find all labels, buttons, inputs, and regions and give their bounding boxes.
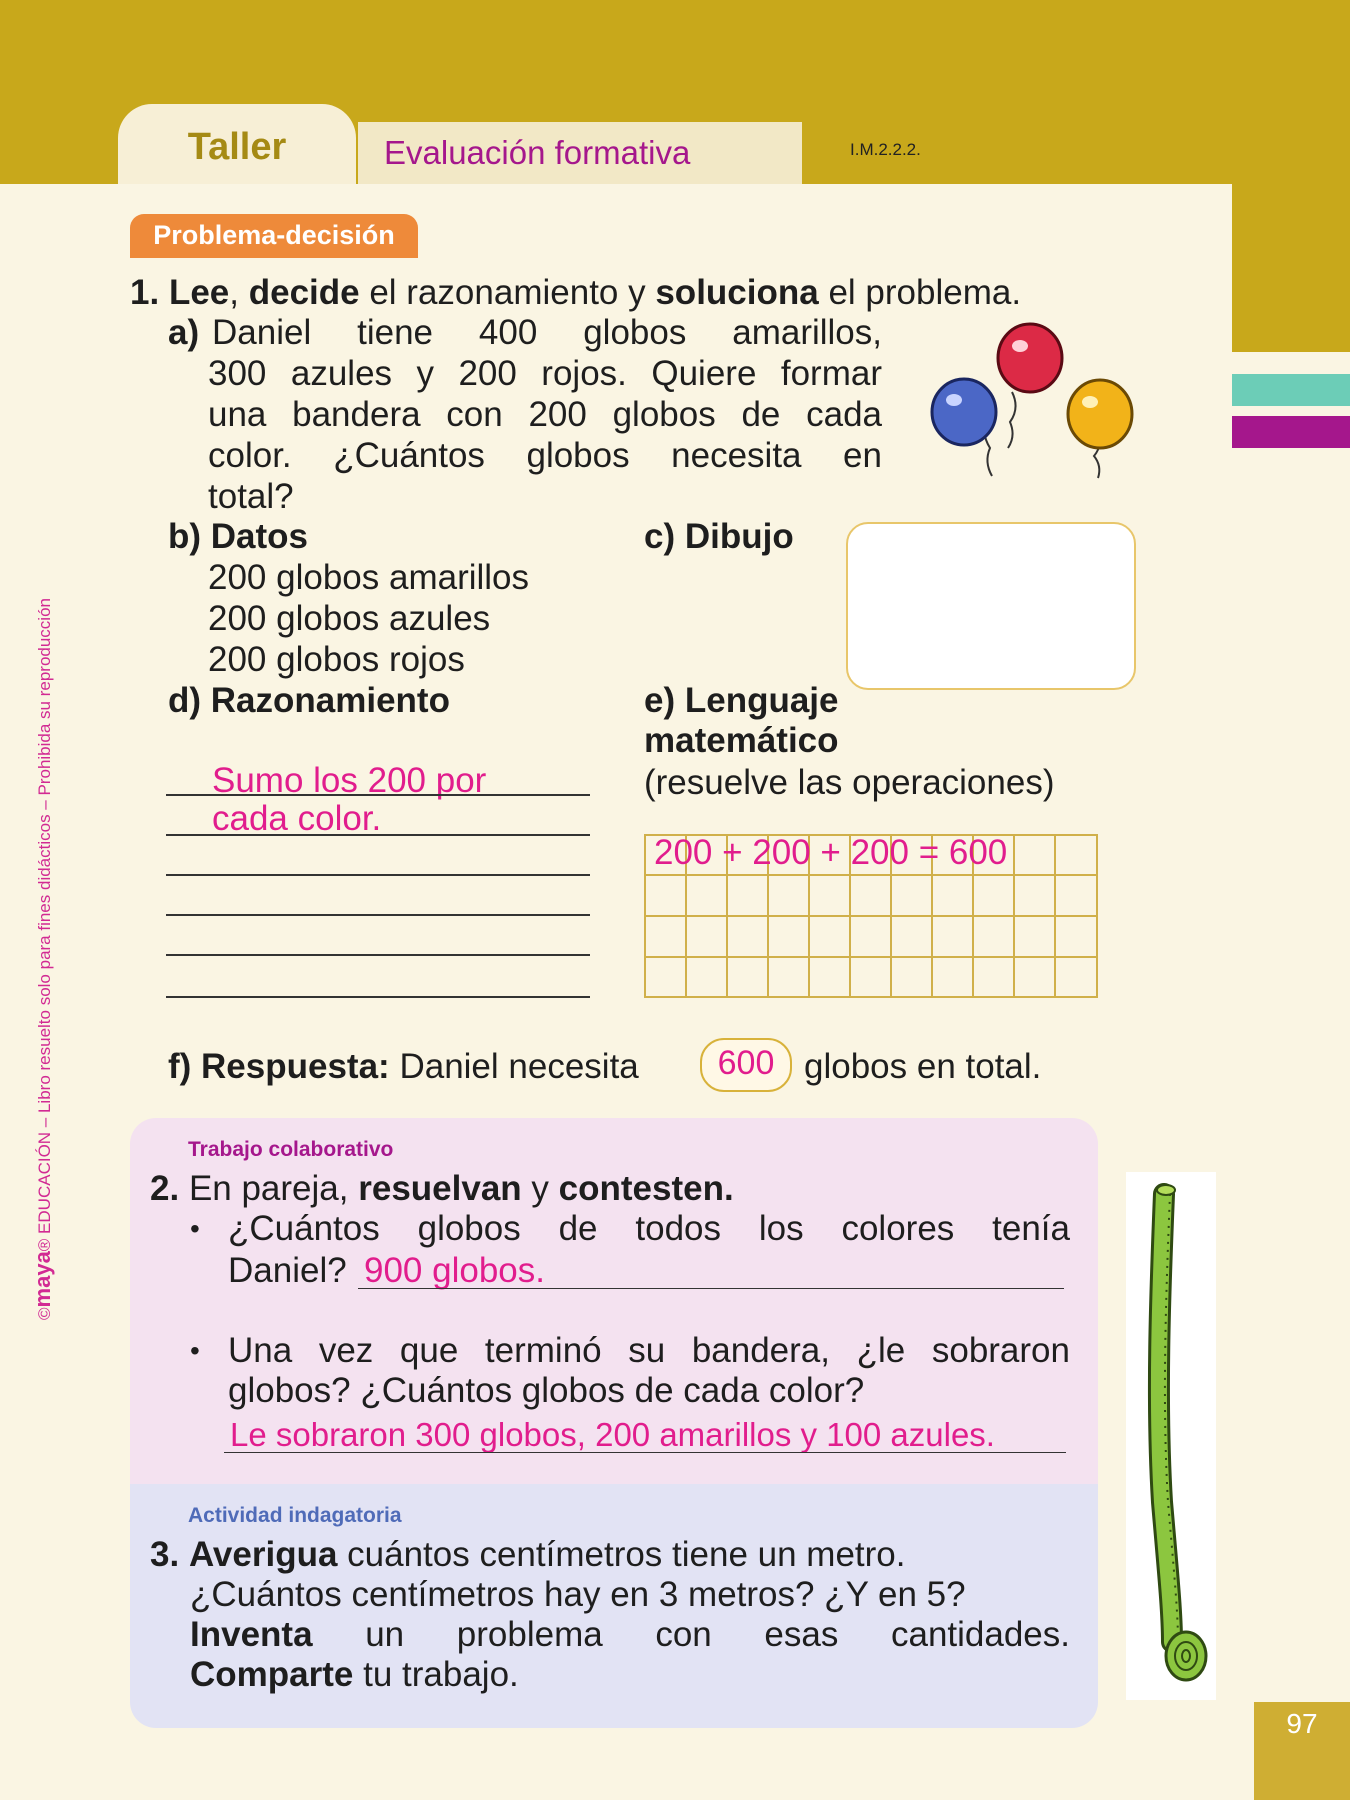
q2-heading — [150, 1168, 734, 1209]
q1-a-line-3: una bandera con 200 globos de cada — [208, 395, 882, 434]
q1-e-title-2: matemático — [644, 721, 839, 760]
q1-b-item-2: 200 globos azules — [208, 599, 491, 638]
q1-number: 1. — [130, 273, 160, 312]
tab-taller-label: Taller — [187, 126, 287, 168]
q3-word-inventa: Inventa — [190, 1615, 313, 1654]
reasoning-line-5 — [166, 954, 590, 956]
page-number: 97 — [1286, 1708, 1318, 1739]
q1-d-answer-line-2: cada color. — [212, 799, 382, 838]
reasoning-line-1 — [166, 794, 590, 796]
tab-evaluacion-label: Evaluación formativa — [384, 134, 691, 171]
q2-b2-answer: Le sobraron 300 globos, 200 amarillos y 100 azules. — [230, 1416, 995, 1453]
q3-number: 3. — [150, 1535, 180, 1574]
q1-a-line-5: total? — [208, 477, 294, 516]
q1-a-label: a) — [168, 313, 200, 352]
q3-line-3 — [190, 1614, 1070, 1655]
q2-pre: En pareja, — [188, 1169, 349, 1208]
right-band — [1232, 184, 1350, 352]
q3-line-1-rest: cuántos centímetros tiene un metro. — [347, 1535, 906, 1574]
q2-bullet-2: • — [190, 1335, 200, 1366]
q2-tag: Trabajo colaborativo — [188, 1138, 394, 1161]
q2-number: 2. — [150, 1169, 180, 1208]
q2-word-resuelvan: resuelvan — [358, 1169, 522, 1208]
q2-word-contesten: contesten. — [558, 1169, 734, 1208]
q3-word-averigua: Averigua — [188, 1535, 338, 1574]
q1-f-pre: Daniel necesita — [399, 1047, 639, 1086]
q2-b1-line-2: Daniel? — [228, 1251, 347, 1290]
q1-b-item-3: 200 globos rojos — [208, 640, 465, 679]
q1-e-title-1: e) Lenguaje — [644, 681, 839, 720]
tab-taller — [118, 104, 356, 184]
q1-e-answer: 200 + 200 + 200 = 600 — [654, 833, 1008, 872]
q2-b1-line-1: ¿Cuántos globos de todos los colores tenía — [228, 1209, 1070, 1248]
q1-word-lee: Lee — [168, 273, 230, 312]
q1-a-line-2: 300 azules y 200 rojos. Quiere formar — [208, 354, 882, 393]
q1-word-soluciona: soluciona — [655, 273, 819, 312]
q1-b-item-1: 200 globos amarillos — [208, 558, 530, 597]
tab-evaluacion — [358, 122, 802, 184]
q1-word-end: el problema. — [828, 273, 1022, 312]
magenta-stripe — [1232, 416, 1350, 448]
drawing-box[interactable] — [846, 522, 1136, 690]
q1-a-line-1: Daniel tiene 400 globos amarillos, — [212, 313, 882, 352]
q2-b2-line-1: Una vez que terminó su bandera, ¿le sobraron — [228, 1331, 1070, 1370]
q1-word-decide: decide — [248, 273, 360, 312]
answer-box[interactable] — [700, 1038, 792, 1092]
copyright-text: EDUCACIÓN – Libro resuelto solo para fines didácticos – Prohibida su reproducción — [35, 598, 54, 1234]
reasoning-line-4 — [166, 914, 590, 916]
q3-line-1 — [150, 1534, 906, 1575]
q1-c-title: c) Dibujo — [644, 517, 794, 556]
q3-line-2: ¿Cuántos centímetros hay en 3 metros? ¿Y en 5? — [190, 1575, 966, 1614]
q3-tag: Actividad indagatoria — [188, 1504, 402, 1527]
q2-bullet-1: • — [190, 1213, 200, 1244]
q1-word-mid: el razonamiento y — [369, 273, 646, 312]
q1-heading — [130, 272, 1021, 313]
q1-b-title: b) Datos — [168, 517, 308, 556]
copyright-side-note: ©maya® EDUCACIÓN – Libro resuelto solo para fines didácticos – Prohibida su reproducción — [30, 598, 55, 1320]
section-pill — [130, 214, 418, 258]
reasoning-line-2 — [166, 834, 590, 836]
q2-b2-answer-line — [224, 1452, 1066, 1453]
section-pill-label: Problema-decisión — [153, 220, 395, 250]
q1-f-line — [168, 1046, 639, 1087]
q1-f-value: 600 — [717, 1044, 775, 1082]
q1-comma: , — [229, 273, 239, 312]
q1-a-line-4: color. ¿Cuántos globos necesita en — [208, 436, 882, 475]
q1-d-title: d) Razonamiento — [168, 681, 450, 720]
q2-b1-answer-line — [358, 1288, 1064, 1289]
q3-line-4 — [190, 1654, 519, 1695]
tape-measure-icon — [1126, 1172, 1216, 1700]
brand-name: maya — [30, 1251, 55, 1308]
q1-f-label: f) Respuesta: — [168, 1047, 390, 1086]
teal-stripe — [1232, 374, 1350, 406]
reasoning-line-6 — [166, 996, 590, 998]
q2-word-y: y — [531, 1169, 549, 1208]
q3-line-4-rest: tu trabajo. — [363, 1655, 519, 1694]
skill-code: I.M.2.2.2. — [850, 140, 921, 159]
q1-f-post: globos en total. — [804, 1047, 1042, 1086]
q3-word-comparte: Comparte — [190, 1655, 354, 1694]
balloons-illustration — [920, 318, 1140, 484]
q2-b1-answer: 900 globos. — [364, 1251, 545, 1290]
reasoning-line-3 — [166, 874, 590, 876]
q3-line-3-rest: un problema con esas cantidades. — [365, 1615, 1070, 1654]
q1-e-subtitle: (resuelve las operaciones) — [644, 763, 1055, 802]
q2-b2-line-2: globos? ¿Cuántos globos de cada color? — [228, 1371, 865, 1410]
q1-d-answer-line-1: Sumo los 200 por — [212, 761, 487, 800]
